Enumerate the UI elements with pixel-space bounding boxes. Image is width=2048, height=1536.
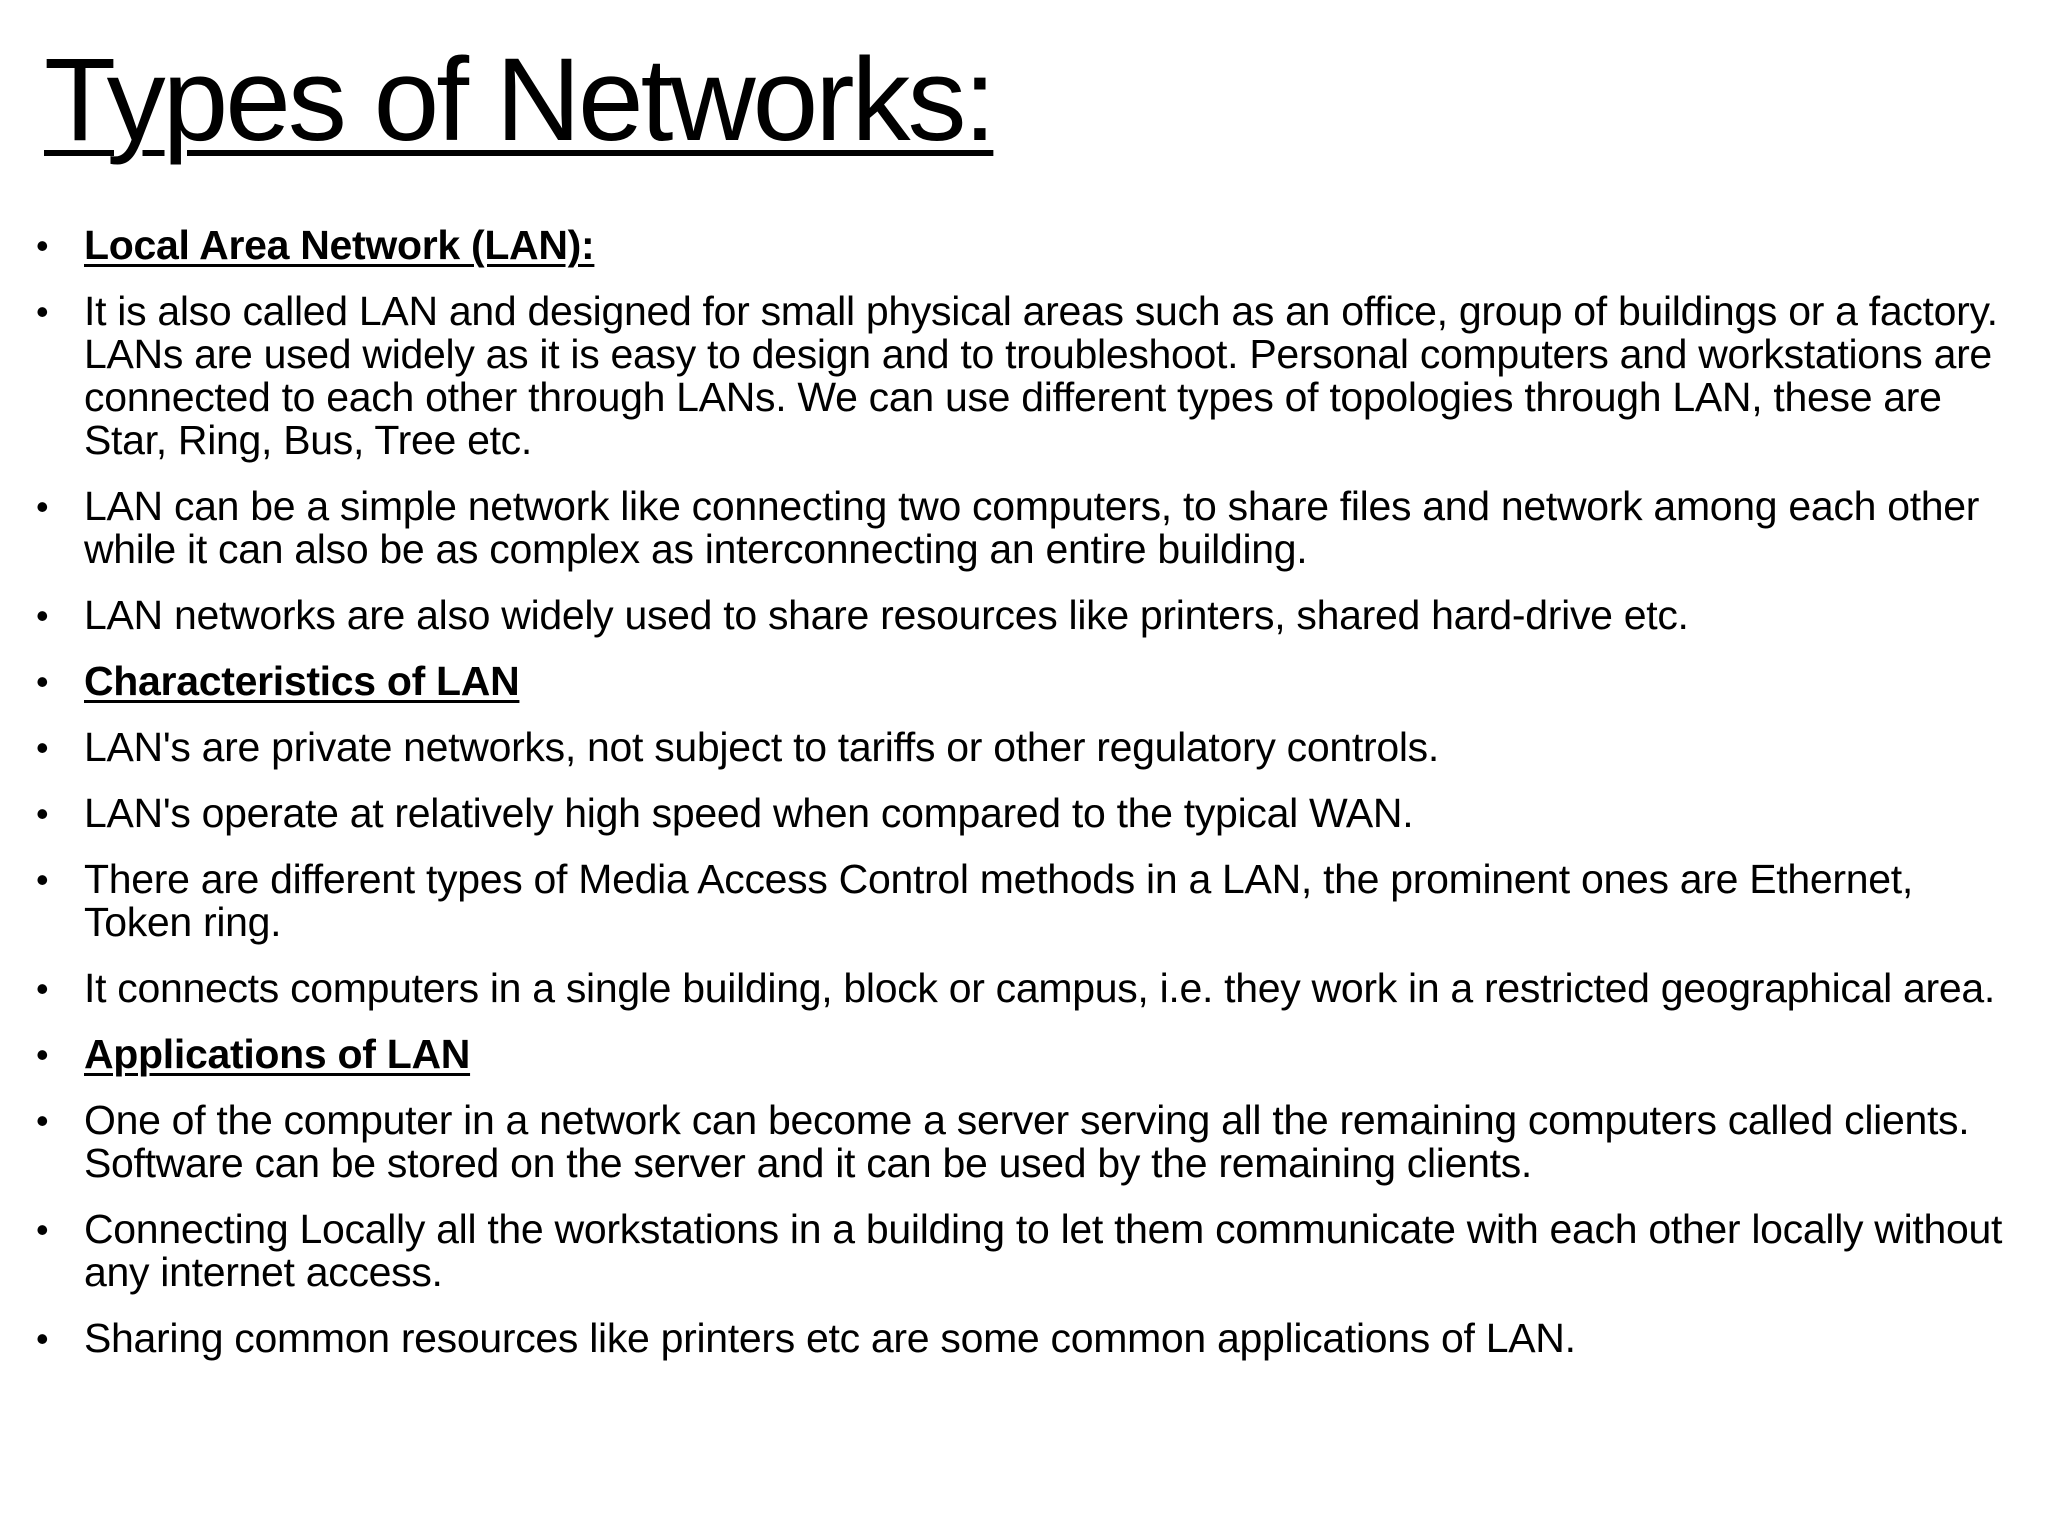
bullet-text: Characteristics of LAN: [84, 658, 520, 704]
section-heading-characteristics: [36, 660, 2026, 703]
list-item: [36, 485, 2026, 571]
bullet-text: Connecting Locally all the workstations in a building to let them communicate with each other locally without any internet access.: [84, 1206, 2003, 1295]
bullet-icon: •: [36, 859, 49, 900]
bullet-icon: •: [36, 225, 49, 266]
bullet-text: LAN's operate at relatively high speed when compared to the typical WAN.: [84, 790, 1414, 836]
list-item: [36, 726, 2026, 769]
bullet-text: It connects computers in a single building, block or campus, i.e. they work in a restricted geographical area.: [84, 965, 1995, 1011]
list-item: [36, 858, 2026, 944]
bullet-text: LAN can be a simple network like connecting two computers, to share files and network among each other while it can also be as complex as interconnecting an entire building.: [84, 483, 1980, 572]
bullet-icon: •: [36, 1209, 49, 1250]
list-item: [36, 792, 2026, 835]
section-heading-applications: [36, 1033, 2026, 1076]
bullet-text: One of the computer in a network can become a server serving all the remaining computers called clients. Software can be stored on the server and it can be used by the remaining clients.: [84, 1097, 1970, 1186]
bullet-text: LAN's are private networks, not subject to tariffs or other regulatory controls.: [84, 724, 1439, 770]
bullet-icon: •: [36, 595, 49, 636]
section-heading-lan: [36, 224, 2026, 267]
bullet-icon: •: [36, 661, 49, 702]
bullet-text: LAN networks are also widely used to share resources like printers, shared hard-drive etc.: [84, 592, 1689, 638]
list-item: [36, 1208, 2026, 1294]
bullet-icon: •: [36, 291, 49, 332]
list-item: [36, 1099, 2026, 1185]
bullet-list: [36, 224, 2026, 1383]
list-item: [36, 290, 2026, 462]
bullet-icon: •: [36, 1100, 49, 1141]
bullet-icon: •: [36, 1318, 49, 1359]
bullet-icon: •: [36, 727, 49, 768]
bullet-icon: •: [36, 793, 49, 834]
bullet-text: There are different types of Media Access Control methods in a LAN, the prominent ones are Ethernet, Token ring.: [84, 856, 1913, 945]
bullet-icon: •: [36, 968, 49, 1009]
bullet-icon: •: [36, 486, 49, 527]
bullet-icon: •: [36, 1034, 49, 1075]
bullet-text: Sharing common resources like printers etc are some common applications of LAN.: [84, 1315, 1576, 1361]
list-item: [36, 967, 2026, 1010]
list-item: [36, 594, 2026, 637]
bullet-text: Local Area Network (LAN):: [84, 222, 595, 268]
slide-title: Types of Networks:: [44, 34, 994, 166]
list-item: [36, 1317, 2026, 1360]
bullet-text: Applications of LAN: [84, 1031, 471, 1077]
bullet-text: It is also called LAN and designed for small physical areas such as an office, group of buildings or a factory. LANs are used widely as it is easy to design and to troubleshoot. Personal computers and workstations are connected to each other through LANs. We can use different types of topologies through LAN, these are Star, Ring, Bus, Tree etc.: [84, 288, 1998, 463]
